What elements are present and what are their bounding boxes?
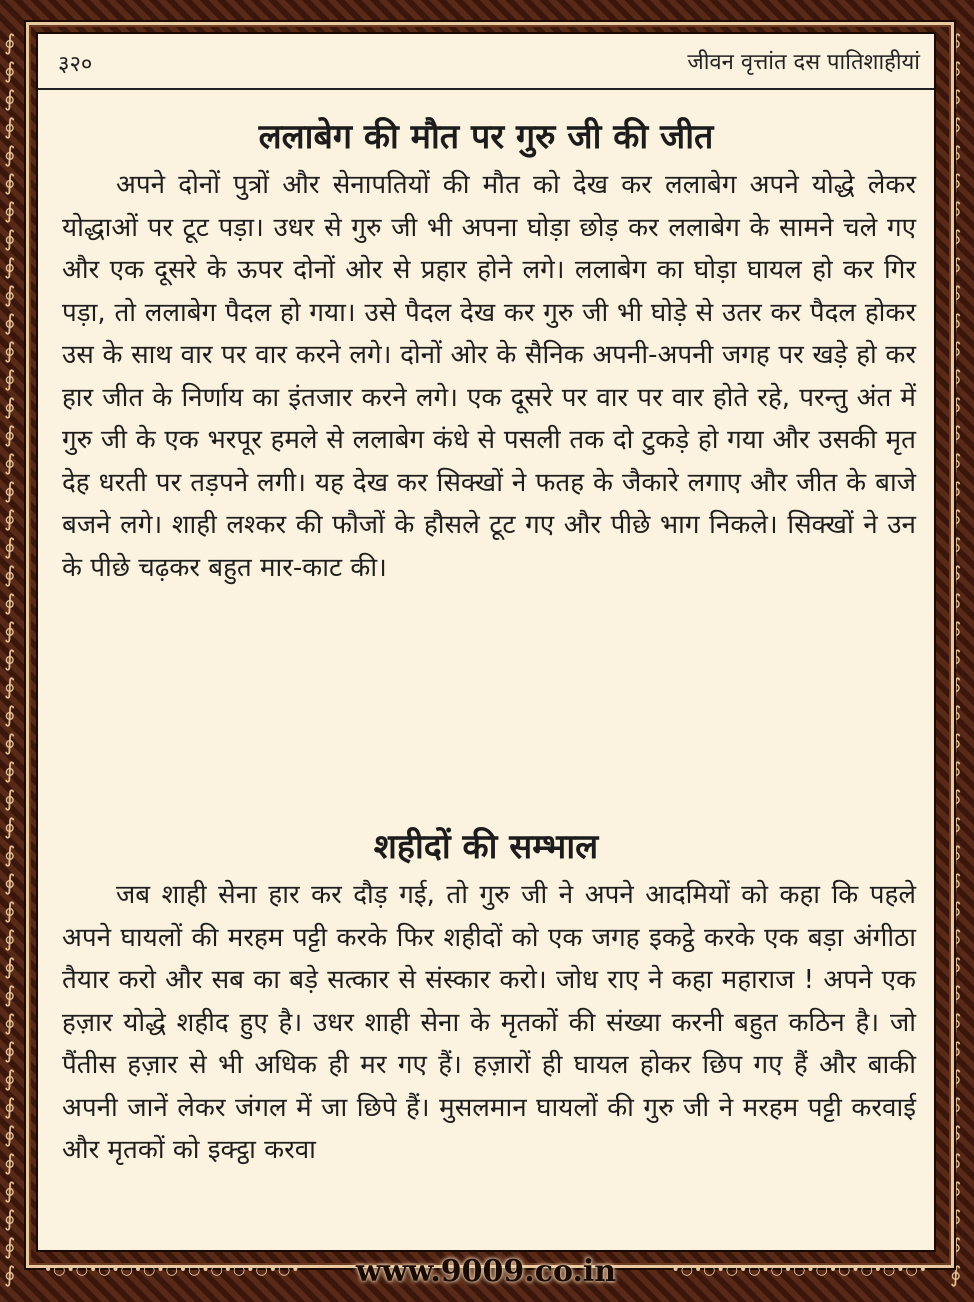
page-number: ३२० xyxy=(58,52,93,77)
section-heading: शहीदों की सम्भाल xyxy=(373,827,599,867)
footer-ornament-left: •○•○•○•○•○•○•○•○•○•○•○• xyxy=(44,1262,301,1278)
website-link[interactable]: www.9009.co.in xyxy=(355,1254,617,1289)
section-heading: ललाबेग की मौत पर गुरु जी की जीत xyxy=(258,117,714,157)
section-paragraph: अपने दोनों पुत्रों और सेनापतियों की मौत को देख कर ललाबेग अपने योद्धे लेकर योद्धाओं पर टूट पड़ा। उधर से गुरु जी भी अपना घोड़ा छोड़ कर ललाबेग के सामने चले गए और एक दूसरे के ऊपर दोनों ओर से प्रहार होने लगे। ललाबेग का घोड़ा घायल हो कर गिर पड़ा, तो ललाबेग पैदल हो गया। उसे पैदल देख कर गुरु जी भी घोड़े से उतर कर पैदल होकर उस के साथ वार पर वार करने लगे। दोनों ओर के सैनिक अपनी-अपनी जगह पर खड़े हो कर हार जीत के निर्णाय का इंतजार करने लगे। एक दूसरे पर वार पर वार होते रहे, परन्तु अंत में गुरु जी के एक भरपूर हमले से ललाबेग कंधे से पसली तक दो टुकड़े हो गया और उसकी मृत देह धरती पर तड़पने लगी। यह देख कर सिक्खों ने फतह के जैकारे लगाए और जीत के बाजे बजने लगे। शाही लश्कर की फौजों के हौसले टूट गए और पीछे भाग निकले। सिक्खों ने उन के पीछे चढ़कर बहुत मार-काट की। xyxy=(62,170,916,583)
section-paragraph: जब शाही सेना हार कर दौड़ गई, तो गुरु जी ने अपने आदमियों को कहा कि पहले अपने घायलों की मरहम पट्टी करके फिर शहीदों को एक जगह इकट्ठे करके एक बड़ा अंगीठा तैयार करो और सब का बड़े सत्कार से संस्कार करो। जोध राए ने कहा महाराज ! अपने एक हज़ार योद्धे शहीद हुए है। उधर शाही सेना के मृतकों की संख्या करनी बहुत कठिन है। जो पैंतीस हज़ार से भी अधिक ही मर गए हैं। हज़ारों ही घायल होकर छिप गए हैं और बाकी अपनी जानें लेकर जंगल में जा छिपे हैं। मुसलमान घायलों की गुरु जी ने मरहम पट्टी करवाई और मृतकों को इक्ट्ठा करवा xyxy=(62,880,916,1165)
right-vine-ornament: ∮ ∮ ∮ ∮ ∮ ∮ ∮ ∮ ∮ ∮ ∮ ∮ ∮ ∮ ∮ ∮ ∮ ∮ ∮ ∮ ∮ ∮ ∮ ∮ ∮ ∮ ∮ ∮ ∮ ∮ ∮ ∮ ∮ ∮ ∮ ∮ ∮ ∮ ∮ ∮ ∮ ∮ ∮ ∮ ∮ xyxy=(950,31,962,1288)
footer-ornament-right: •○•○•○•○•○•○•○•○•○•○•○• xyxy=(671,1262,928,1278)
book-page xyxy=(36,32,936,1252)
page-footer xyxy=(36,1254,936,1294)
page-header xyxy=(38,34,934,90)
running-title: जीवन वृत्तांत दस पातिशाहीयां xyxy=(687,50,920,75)
left-vine-ornament: ∮ ∮ ∮ ∮ ∮ ∮ ∮ ∮ ∮ ∮ ∮ ∮ ∮ ∮ ∮ ∮ ∮ ∮ ∮ ∮ ∮ ∮ ∮ ∮ ∮ ∮ ∮ ∮ ∮ ∮ ∮ ∮ ∮ ∮ ∮ ∮ ∮ ∮ ∮ ∮ ∮ ∮ ∮ ∮ ∮ xyxy=(4,31,16,1288)
